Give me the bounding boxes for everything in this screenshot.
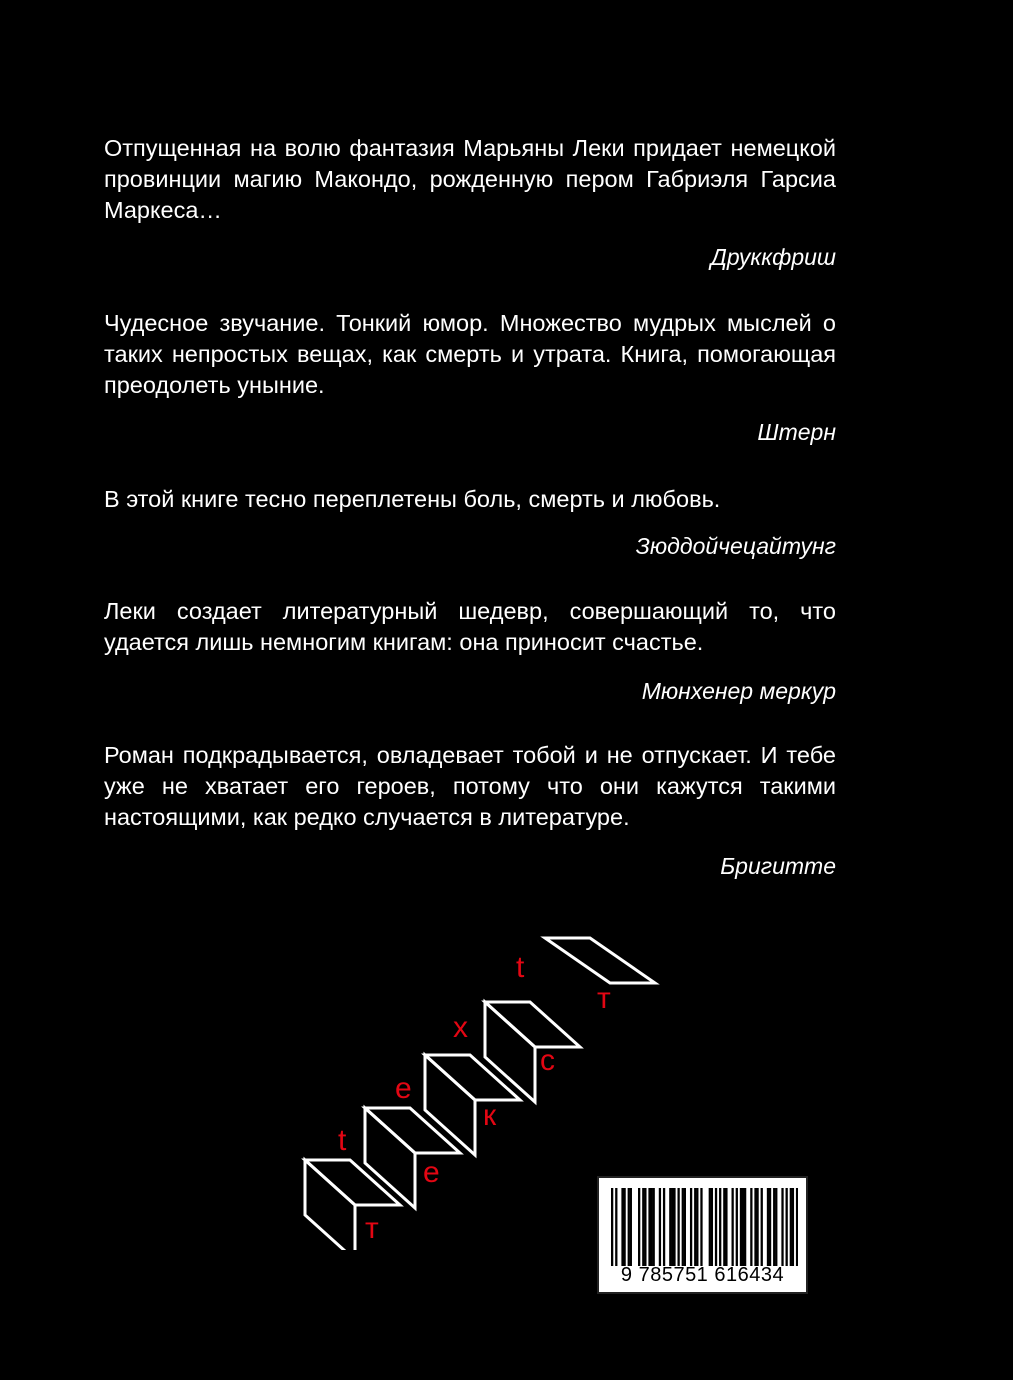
logo-letter-bottom: к	[483, 1099, 497, 1132]
barcode-bar	[754, 1188, 756, 1266]
barcode-bar	[767, 1188, 769, 1266]
logo-letter-bottom: с	[540, 1044, 555, 1077]
barcode-bar	[682, 1188, 684, 1266]
barcode-bar	[723, 1188, 725, 1266]
barcode-bar	[725, 1188, 727, 1266]
barcode-bars	[611, 1188, 798, 1266]
isbn-barcode	[597, 1176, 808, 1294]
barcode-bar	[786, 1188, 788, 1266]
barcode-bar	[756, 1188, 758, 1266]
isbn-number: 9 785751 616434	[620, 1264, 785, 1286]
logo-letter-top: t	[338, 1124, 347, 1157]
review-source-2: Штерн	[757, 419, 836, 445]
logo-step-riser	[365, 1108, 415, 1208]
barcode-bar	[644, 1188, 646, 1266]
barcode-bar	[642, 1188, 644, 1266]
review-source-3: Зюддойчецайтунг	[635, 533, 836, 559]
barcode-bar	[750, 1188, 752, 1266]
barcode-bar	[671, 1188, 673, 1266]
barcode-bar	[653, 1188, 655, 1266]
review-source-4: Мюнхенер меркур	[641, 678, 836, 704]
barcode-bar	[696, 1188, 698, 1266]
barcode-bar	[659, 1188, 661, 1266]
barcode-bar	[736, 1188, 738, 1266]
barcode-bar	[630, 1188, 632, 1266]
review-quote-2: Чудесное звучание. Тонкий юмор. Множество мудрых мыслей о таких непростых вещах, как смерть и утрата. Книга, помогающая преодолеть уныние.	[104, 310, 836, 398]
barcode-bar	[715, 1188, 717, 1266]
barcode-bar	[773, 1188, 775, 1266]
barcode-bar	[690, 1188, 692, 1266]
barcode-bar	[677, 1188, 679, 1266]
barcode-bar	[615, 1188, 617, 1266]
barcode-bar	[648, 1188, 650, 1266]
barcode-bar	[650, 1188, 652, 1266]
logo-letter-top: x	[453, 1011, 468, 1044]
review-quote-5: Роман подкрадывается, овладевает тобой и не отпускает. И тебе уже не хватает его героев, потому что они кажутся такими настоящими, как редко случается в литературе.	[104, 742, 836, 830]
review-quote-1: Отпущенная на волю фантазия Марьяны Леки придает немецкой провинции магию Макондо, рожденную пером Габриэля Гарсиа Маркеса…	[104, 135, 836, 223]
logo-letter-bottom: т	[365, 1212, 379, 1245]
barcode-bar	[742, 1188, 744, 1266]
barcode-bar	[694, 1188, 696, 1266]
barcode-bar	[792, 1188, 794, 1266]
barcode-bar	[796, 1188, 798, 1266]
barcode-bar	[732, 1188, 734, 1266]
logo-letter-bottom: т	[597, 982, 611, 1015]
barcode-bar	[638, 1188, 640, 1266]
barcode-bar	[719, 1188, 721, 1266]
barcode-bar	[781, 1188, 783, 1266]
barcode-bar	[761, 1188, 763, 1266]
barcode-bar	[744, 1188, 746, 1266]
barcode-bar	[684, 1188, 686, 1266]
logo-step-riser	[305, 1160, 355, 1250]
barcode-bar	[621, 1188, 623, 1266]
logo-step-riser	[485, 1002, 535, 1102]
barcode-bar	[673, 1188, 675, 1266]
logo-step-riser	[425, 1055, 475, 1155]
review-source-1: Друккфриш	[710, 244, 836, 270]
logo-letter-top: e	[395, 1072, 412, 1105]
barcode-bar	[740, 1188, 742, 1266]
barcode-bar	[669, 1188, 671, 1266]
barcode-bar	[709, 1188, 711, 1266]
logo-letter-top: t	[516, 951, 525, 984]
barcode-bar	[769, 1188, 771, 1266]
barcode-bar	[611, 1188, 613, 1266]
review-quote-4: Леки создает литературный шедевр, совершающий то, что удается лишь немногим книгам: она приносит счастье.	[104, 598, 836, 655]
barcode-bar	[700, 1188, 702, 1266]
logo-step-tread	[545, 938, 655, 983]
barcode-bar	[628, 1188, 630, 1266]
review-quote-3: В этой книге тесно переплетены боль, смерть и любовь.	[104, 486, 721, 512]
barcode-bar	[663, 1188, 665, 1266]
logo-letter-bottom: е	[423, 1156, 440, 1189]
barcode-bar	[623, 1188, 625, 1266]
barcode-bar	[790, 1188, 792, 1266]
barcode-bar	[775, 1188, 777, 1266]
logo-step-tread	[485, 1002, 580, 1047]
review-source-5: Бригитте	[720, 853, 836, 879]
barcode-bar	[711, 1188, 713, 1266]
